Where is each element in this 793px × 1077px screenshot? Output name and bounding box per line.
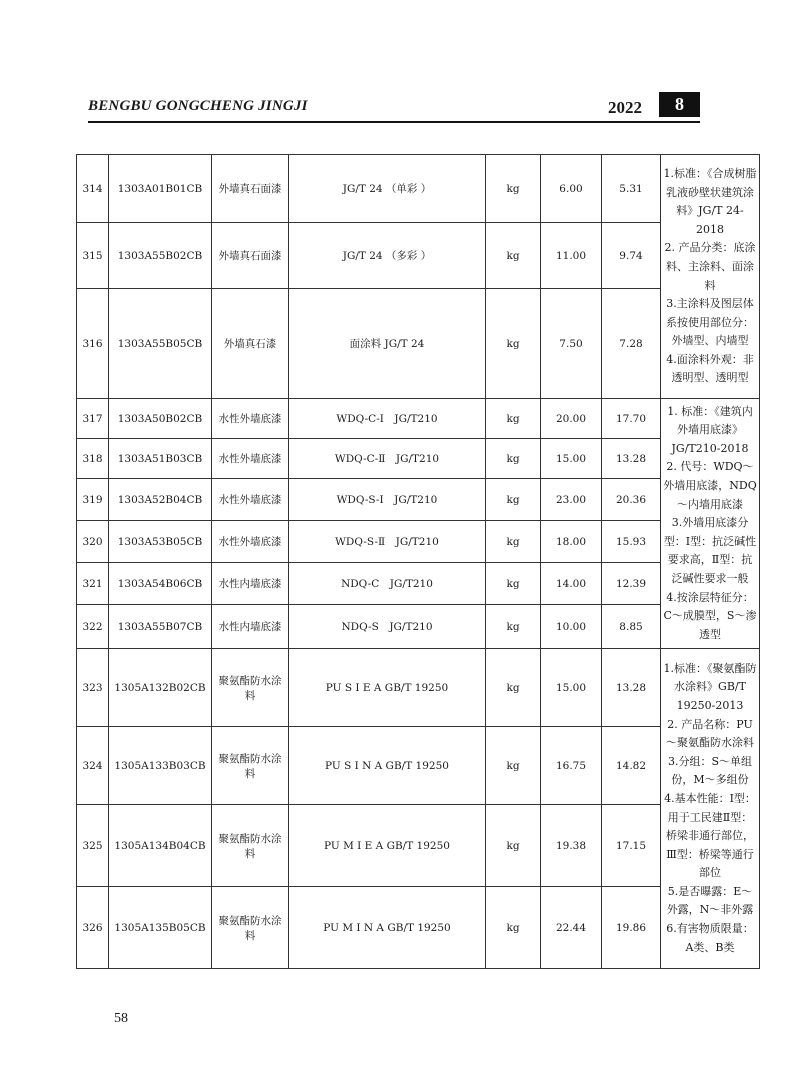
table-row xyxy=(77,649,760,727)
item-spec: PU M Ⅰ E A GB/T 19250 xyxy=(289,805,486,887)
item-code: 1303A55B07CB xyxy=(109,605,212,649)
item-spec: WDQ-C-Ⅱ JG/T210 xyxy=(289,439,486,479)
price-with-tax: 6.00 xyxy=(541,155,602,223)
item-name: 水性外墙底漆 xyxy=(212,479,289,521)
price-without-tax: 15.93 xyxy=(602,521,661,563)
item-spec: WDQ-S-Ⅰ JG/T210 xyxy=(289,479,486,521)
item-number: 315 xyxy=(77,223,109,289)
price-without-tax: 19.86 xyxy=(602,887,661,969)
item-number: 318 xyxy=(77,439,109,479)
price-with-tax: 11.00 xyxy=(541,223,602,289)
price-with-tax: 14.00 xyxy=(541,563,602,605)
item-unit: kg xyxy=(486,289,541,399)
item-unit: kg xyxy=(486,479,541,521)
price-with-tax: 10.00 xyxy=(541,605,602,649)
remarks-cell: 1.标准：《合成树脂乳液砂壁状建筑涂料》JG/T 24-2018 2. 产品分类：底涂料、主涂料、面涂料 3.主涂料及图层体系按使用部位分：外墙型、内墙型 4.面涂料外观：非透明型、透明型 xyxy=(661,155,760,399)
item-number: 314 xyxy=(77,155,109,223)
item-code: 1305A133B03CB xyxy=(109,727,212,805)
item-code: 1303A53B05CB xyxy=(109,521,212,563)
item-number: 322 xyxy=(77,605,109,649)
price-with-tax: 18.00 xyxy=(541,521,602,563)
table-row xyxy=(77,605,760,649)
price-table xyxy=(76,154,760,969)
item-unit: kg xyxy=(486,521,541,563)
item-code: 1303A51B03CB xyxy=(109,439,212,479)
item-name: 水性外墙底漆 xyxy=(212,399,289,439)
price-without-tax: 8.85 xyxy=(602,605,661,649)
item-number: 321 xyxy=(77,563,109,605)
item-name: 水性内墙底漆 xyxy=(212,563,289,605)
item-spec: 面涂料 JG/T 24 xyxy=(289,289,486,399)
item-unit: kg xyxy=(486,887,541,969)
item-code: 1303A55B05CB xyxy=(109,289,212,399)
price-with-tax: 15.00 xyxy=(541,439,602,479)
item-spec: PU S Ⅰ N A GB/T 19250 xyxy=(289,727,486,805)
table-row xyxy=(77,399,760,439)
table-row xyxy=(77,887,760,969)
item-spec: PU M Ⅰ N A GB/T 19250 xyxy=(289,887,486,969)
price-with-tax: 22.44 xyxy=(541,887,602,969)
header-rule xyxy=(88,121,700,123)
item-name: 聚氨酯防水涂料 xyxy=(212,727,289,805)
item-number: 319 xyxy=(77,479,109,521)
item-unit: kg xyxy=(486,439,541,479)
item-spec: JG/T 24 （多彩 ） xyxy=(289,223,486,289)
item-name: 外墙真石面漆 xyxy=(212,223,289,289)
item-code: 1303A01B01CB xyxy=(109,155,212,223)
item-unit: kg xyxy=(486,727,541,805)
item-name: 水性外墙底漆 xyxy=(212,521,289,563)
price-without-tax: 20.36 xyxy=(602,479,661,521)
item-number: 326 xyxy=(77,887,109,969)
item-number: 325 xyxy=(77,805,109,887)
item-unit: kg xyxy=(486,649,541,727)
table-row xyxy=(77,289,760,399)
price-without-tax: 13.28 xyxy=(602,439,661,479)
item-number: 317 xyxy=(77,399,109,439)
table-row xyxy=(77,155,760,223)
item-unit: kg xyxy=(486,805,541,887)
item-code: 1303A54B06CB xyxy=(109,563,212,605)
item-spec: WDQ-S-Ⅱ JG/T210 xyxy=(289,521,486,563)
item-code: 1305A134B04CB xyxy=(109,805,212,887)
item-number: 316 xyxy=(77,289,109,399)
price-without-tax: 7.28 xyxy=(602,289,661,399)
price-without-tax: 14.82 xyxy=(602,727,661,805)
item-spec: JG/T 24 （单彩 ） xyxy=(289,155,486,223)
item-code: 1303A55B02CB xyxy=(109,223,212,289)
table-row xyxy=(77,563,760,605)
item-unit: kg xyxy=(486,605,541,649)
price-without-tax: 17.15 xyxy=(602,805,661,887)
item-spec: PU S Ⅰ E A GB/T 19250 xyxy=(289,649,486,727)
item-name: 聚氨酯防水涂料 xyxy=(212,649,289,727)
item-unit: kg xyxy=(486,155,541,223)
item-number: 324 xyxy=(77,727,109,805)
price-without-tax: 17.70 xyxy=(602,399,661,439)
page-header xyxy=(88,92,700,122)
price-without-tax: 5.31 xyxy=(602,155,661,223)
price-with-tax: 7.50 xyxy=(541,289,602,399)
item-spec: NDQ-S JG/T210 xyxy=(289,605,486,649)
item-unit: kg xyxy=(486,563,541,605)
table-row xyxy=(77,439,760,479)
item-name: 外墙真石面漆 xyxy=(212,155,289,223)
item-name: 聚氨酯防水涂料 xyxy=(212,805,289,887)
item-name: 外墙真石漆 xyxy=(212,289,289,399)
table-row xyxy=(77,805,760,887)
table-row xyxy=(77,223,760,289)
item-code: 1303A50B02CB xyxy=(109,399,212,439)
item-unit: kg xyxy=(486,399,541,439)
remarks-cell: 1. 标准：《建筑内外墙用底漆》JG/T210-2018 2. 代号：WDQ～外墙用底漆，NDQ～内墙用底漆 3.外墙用底漆分型：Ⅰ型：抗泛碱性要求高，Ⅱ型：抗泛碱性要求一般 4.按涂层特征分：C～成膜型，S～渗透型 xyxy=(661,399,760,649)
item-code: 1305A135B05CB xyxy=(109,887,212,969)
table-row xyxy=(77,479,760,521)
page-number: 58 xyxy=(114,1011,128,1026)
issue-number-badge: 8 xyxy=(659,92,700,117)
price-with-tax: 20.00 xyxy=(541,399,602,439)
price-with-tax: 19.38 xyxy=(541,805,602,887)
price-with-tax: 23.00 xyxy=(541,479,602,521)
item-name: 聚氨酯防水涂料 xyxy=(212,887,289,969)
item-spec: NDQ-C JG/T210 xyxy=(289,563,486,605)
remarks-cell: 1.标准：《聚氨酯防水涂料》GB/T 19250-2013 2. 产品名称：PU～聚氨酯防水涂料 3.分组：S～单组份，M～多组份 4.基本性能：Ⅰ型：用于工民建Ⅱ型：桥梁非通行部位，Ⅲ型：桥梁等通行部位 5.是否曝露：E～外露，N～非外露 6.有害物质限量：A类、B类 xyxy=(661,649,760,969)
price-without-tax: 12.39 xyxy=(602,563,661,605)
item-name: 水性外墙底漆 xyxy=(212,439,289,479)
item-number: 323 xyxy=(77,649,109,727)
price-without-tax: 9.74 xyxy=(602,223,661,289)
table-row xyxy=(77,521,760,563)
price-with-tax: 15.00 xyxy=(541,649,602,727)
item-code: 1305A132B02CB xyxy=(109,649,212,727)
item-spec: WDQ-C-Ⅰ JG/T210 xyxy=(289,399,486,439)
item-code: 1303A52B04CB xyxy=(109,479,212,521)
table-row xyxy=(77,727,760,805)
issue-year: 2022 xyxy=(608,98,642,117)
price-with-tax: 16.75 xyxy=(541,727,602,805)
item-number: 320 xyxy=(77,521,109,563)
item-name: 水性内墙底漆 xyxy=(212,605,289,649)
journal-title: BENGBU GONGCHENG JINGJI xyxy=(88,98,308,114)
price-without-tax: 13.28 xyxy=(602,649,661,727)
item-unit: kg xyxy=(486,223,541,289)
